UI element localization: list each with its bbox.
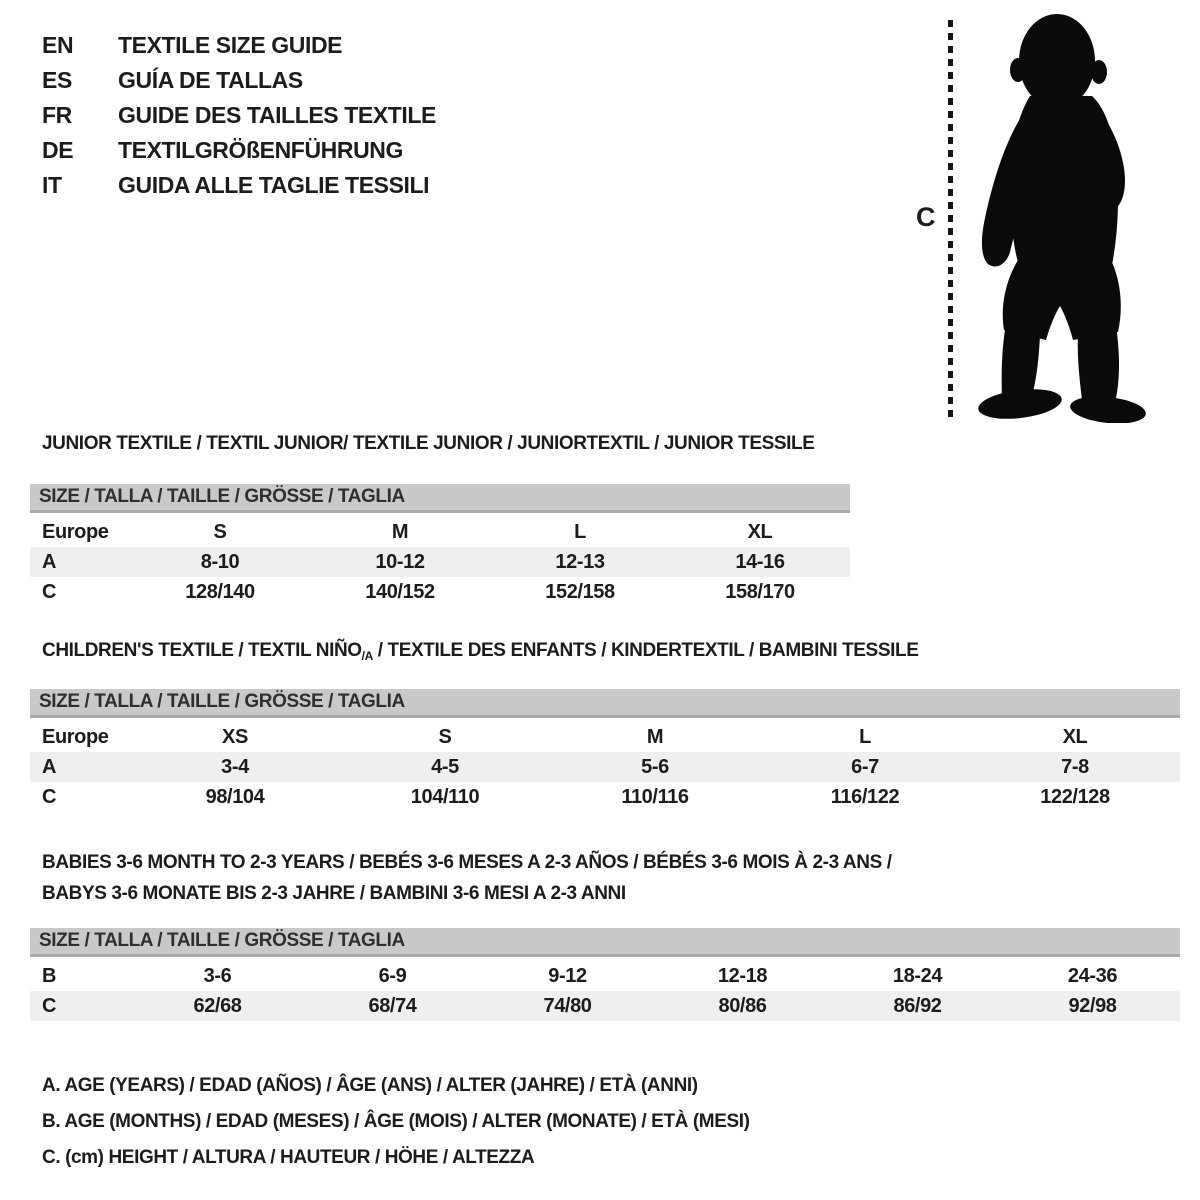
height-cell: 128/140 xyxy=(185,581,255,603)
age-cell: 14-16 xyxy=(735,551,785,573)
table-row-height xyxy=(30,782,1180,812)
age-cell: 4-5 xyxy=(431,756,459,778)
language-label: GUÍA DE TALLAS xyxy=(118,67,303,93)
size-cell: M xyxy=(391,521,409,543)
age-cell: 6-7 xyxy=(851,756,879,778)
height-cell: 92/98 xyxy=(1068,995,1117,1017)
row-label: Europe xyxy=(42,521,109,543)
months-cell: 12-18 xyxy=(717,965,768,987)
row-label: A xyxy=(42,756,57,778)
height-measure-figure xyxy=(900,0,1180,440)
language-row-fr xyxy=(42,98,436,133)
size-cell: M xyxy=(646,726,664,748)
babies-title-line2: BABYS 3-6 MONATE BIS 2-3 JAHRE / BAMBINI 3-6 MESI A 2-3 ANNI xyxy=(42,883,626,904)
row-label: Europe xyxy=(42,726,109,748)
row-label: A xyxy=(42,551,57,573)
size-header-bar: SIZE / TALLA / TAILLE / GRÖSSE / TAGLIA xyxy=(30,928,1180,957)
height-cell: 104/110 xyxy=(410,786,480,808)
language-code: ES xyxy=(42,67,72,93)
section-title-junior: JUNIOR TEXTILE / TEXTIL JUNIOR/ TEXTILE JUNIOR / JUNIORTEXTIL / JUNIOR TESSILE xyxy=(42,433,815,454)
table-row-europe xyxy=(30,517,850,547)
children-title-subscript: /A xyxy=(361,649,373,663)
size-cell: S xyxy=(438,726,452,748)
language-row-es xyxy=(42,63,436,98)
months-cell: 9-12 xyxy=(548,965,587,987)
babies-size-table xyxy=(30,928,1180,1021)
age-cell: 8-10 xyxy=(200,551,240,573)
toddler-silhouette xyxy=(960,8,1160,423)
row-label: C xyxy=(42,786,57,808)
language-code: IT xyxy=(42,172,62,198)
note-age-months: B. AGE (MONTHS) / EDAD (MESES) / ÂGE (MOIS) / ALTER (MONATE) / ETÀ (MESI) xyxy=(42,1111,750,1132)
height-cell: 98/104 xyxy=(205,786,265,808)
height-cell: 110/116 xyxy=(621,786,689,808)
height-cell: 152/158 xyxy=(545,581,615,603)
language-row-it xyxy=(42,168,436,203)
table-row-europe xyxy=(30,722,1180,752)
height-cell: 140/152 xyxy=(365,581,435,603)
size-cell: XS xyxy=(222,726,248,748)
age-cell: 10-12 xyxy=(375,551,425,573)
months-cell: 18-24 xyxy=(892,965,943,987)
age-cell: 5-6 xyxy=(641,756,669,778)
size-cell: XL xyxy=(747,521,773,543)
babies-title-line1: BABIES 3-6 MONTH TO 2-3 YEARS / BEBÉS 3-6 MESES A 2-3 AÑOS / BÉBÉS 3-6 MOIS À 2-3 ANS / xyxy=(42,852,892,873)
age-cell: 12-13 xyxy=(555,551,605,573)
language-code: DE xyxy=(42,137,74,163)
height-cell: 62/68 xyxy=(193,995,242,1017)
language-label: GUIDA ALLE TAGLIE TESSILI xyxy=(118,172,430,198)
height-cell: 116/122 xyxy=(830,786,900,808)
dashed-measure-line xyxy=(948,20,953,418)
months-cell: 6-9 xyxy=(378,965,407,987)
language-title-list xyxy=(42,28,436,203)
language-label: TEXTILE SIZE GUIDE xyxy=(118,32,343,58)
months-cell: 3-6 xyxy=(203,965,232,987)
section-title-children xyxy=(42,640,918,663)
section-title-babies xyxy=(42,847,892,909)
height-cell: 86/92 xyxy=(893,995,942,1017)
height-cell: 158/170 xyxy=(725,581,795,603)
height-cell: 122/128 xyxy=(1040,786,1110,808)
measure-label-c: C xyxy=(916,202,936,232)
row-label: B xyxy=(42,965,57,987)
months-cell: 24-36 xyxy=(1067,965,1118,987)
age-cell: 3-4 xyxy=(221,756,249,778)
row-label: C xyxy=(42,581,57,603)
note-age-years: A. AGE (YEARS) / EDAD (AÑOS) / ÂGE (ANS) / ALTER (JAHRE) / ETÀ (ANNI) xyxy=(42,1075,698,1096)
table-row-age xyxy=(30,752,1180,782)
size-cell: L xyxy=(574,521,586,543)
table-row-height xyxy=(30,991,1180,1021)
table-row-height xyxy=(30,577,850,607)
height-cell: 74/80 xyxy=(543,995,592,1017)
size-header-bar: SIZE / TALLA / TAILLE / GRÖSSE / TAGLIA xyxy=(30,689,1180,718)
children-title-text: CHILDREN'S TEXTILE / TEXTIL NIÑO xyxy=(42,640,362,661)
language-code: FR xyxy=(42,102,72,128)
table-row-age xyxy=(30,547,850,577)
age-cell: 7-8 xyxy=(1061,756,1089,778)
language-row-en xyxy=(42,28,436,63)
children-title-text: / TEXTILE DES ENFANTS / KINDERTEXTIL / BAMBINI TESSILE xyxy=(372,640,919,661)
size-cell: S xyxy=(213,521,227,543)
size-header-bar: SIZE / TALLA / TAILLE / GRÖSSE / TAGLIA xyxy=(30,484,850,513)
size-cell: XL xyxy=(1062,726,1088,748)
legend-notes xyxy=(42,1068,750,1176)
junior-size-table xyxy=(30,484,850,607)
height-cell: 80/86 xyxy=(718,995,767,1017)
note-height-cm: C. (cm) HEIGHT / ALTURA / HAUTEUR / HÖHE / ALTEZZA xyxy=(42,1147,535,1168)
language-row-de xyxy=(42,133,436,168)
language-label: GUIDE DES TAILLES TEXTILE xyxy=(118,102,436,128)
size-cell: L xyxy=(859,726,871,748)
row-label: C xyxy=(42,995,57,1017)
language-label: TEXTILGRÖßENFÜHRUNG xyxy=(118,137,403,163)
language-code: EN xyxy=(42,32,74,58)
height-cell: 68/74 xyxy=(368,995,417,1017)
table-row-months xyxy=(30,961,1180,991)
children-size-table xyxy=(30,689,1180,812)
